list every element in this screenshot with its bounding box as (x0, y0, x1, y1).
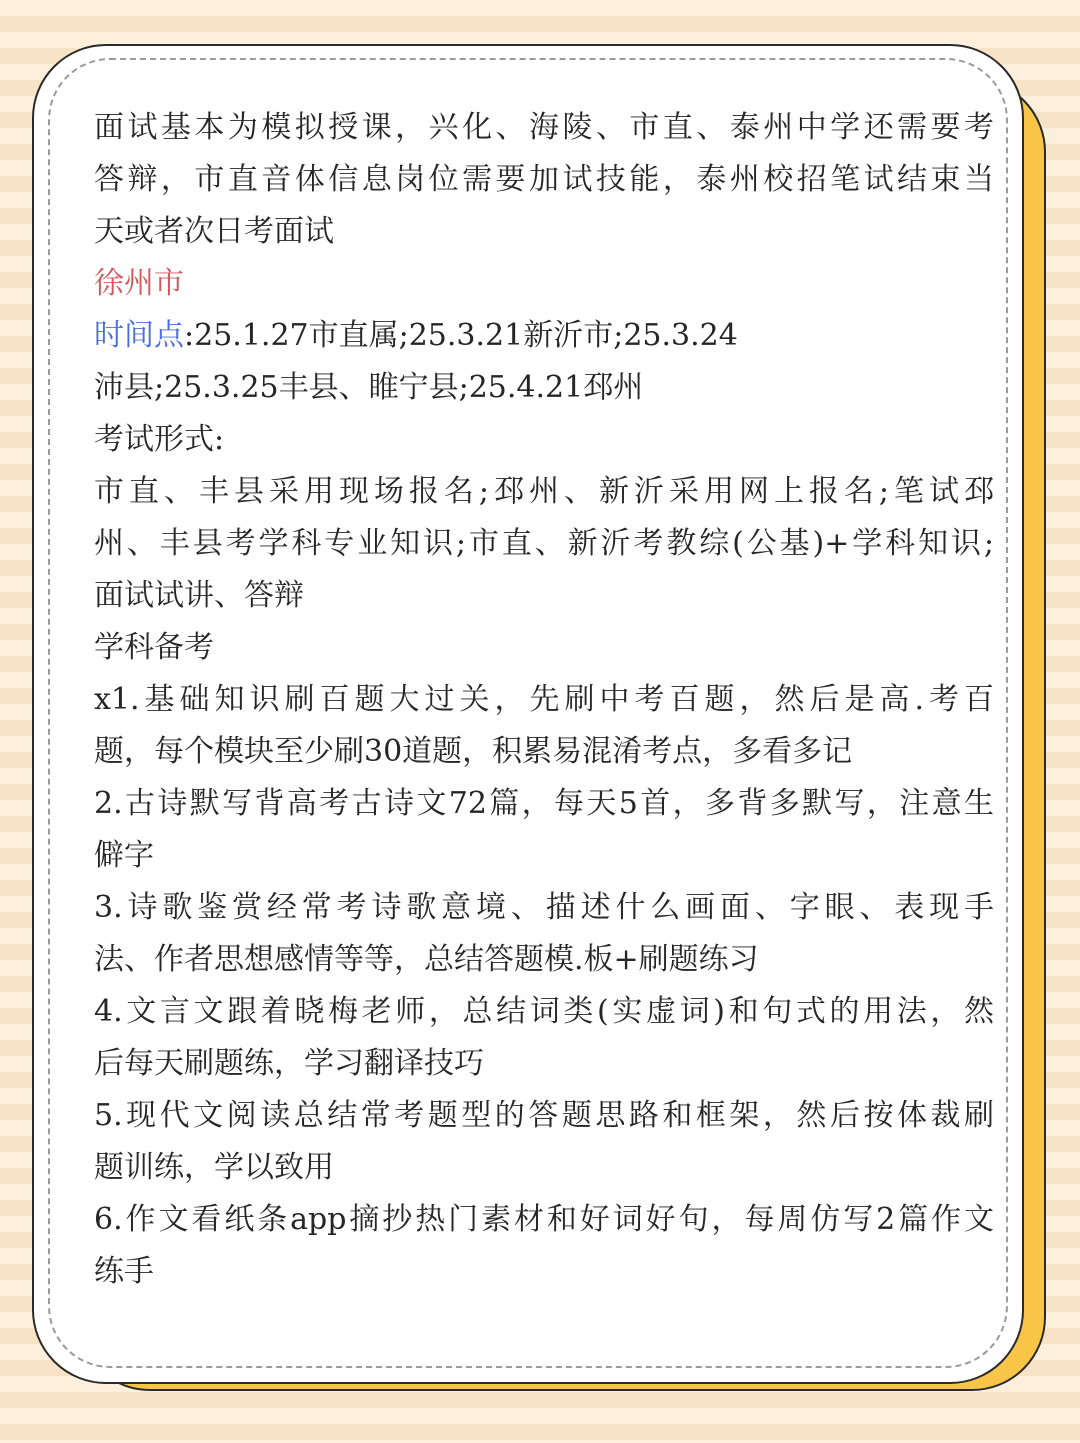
time-line (94, 310, 994, 362)
text-line: 后每天刷题练，学习翻译技巧 (94, 1046, 484, 1081)
text-line: 面试基本为模拟授课，兴化、海陵、市直、泰州中学还需要考 (94, 110, 994, 145)
exam-format-heading: 考试形式: (94, 422, 225, 457)
text-line: 2.古诗默写背高考古诗文72篇，每天5首，多背多默写，注意生 (94, 786, 994, 821)
text-line: 4.文言文跟着晓梅老师，总结词类(实虚词)和句式的用法，然 (94, 994, 994, 1029)
subject-prep-heading: 学科备考 (94, 630, 214, 665)
text-line: x1.基础知识刷百题大过关，先刷中考百题，然后是高.考百 (94, 682, 994, 717)
text-line: 3.诗歌鉴赏经常考诗歌意境、描述什么画面、字眼、表现手 (94, 890, 994, 925)
note-content (94, 102, 994, 1298)
text-line: 天或者次日考面试 (94, 214, 334, 249)
text-line: 僻字 (94, 838, 154, 873)
text-line: 市直、丰县采用现场报名;邳州、新沂采用网上报名;笔试邳 (94, 474, 994, 509)
text-line: 6.作文看纸条app摘抄热门素材和好词好句，每周仿写2篇作文 (94, 1202, 994, 1237)
text-line: 题，每个模块至少刷30道题，积累易混淆考点，多看多记 (94, 734, 853, 769)
text-line: 答辩，市直音体信息岗位需要加试技能，泰州校招笔试结束当 (94, 162, 994, 197)
text-line: 题训练，学以致用 (94, 1150, 334, 1185)
text-line: 面试试讲、答辩 (94, 578, 304, 613)
text-line: 州、丰县考学科专业知识;市直、新沂考教综(公基)+学科知识; (94, 526, 994, 561)
text-line: 法、作者思想感情等等，总结答题模.板+刷题练习 (94, 942, 759, 977)
text-line: 沛县;25.3.25丰县、睢宁县;25.4.21邳州 (94, 370, 644, 405)
time-values: :25.1.27市直属;25.3.21新沂市;25.3.24 (184, 318, 738, 353)
section-title: 徐州市 (94, 266, 184, 301)
time-label: 时间点 (94, 318, 184, 353)
text-line: 5.现代文阅读总结常考题型的答题思路和框架，然后按体裁刷 (94, 1098, 994, 1133)
text-line: 练手 (94, 1254, 154, 1289)
